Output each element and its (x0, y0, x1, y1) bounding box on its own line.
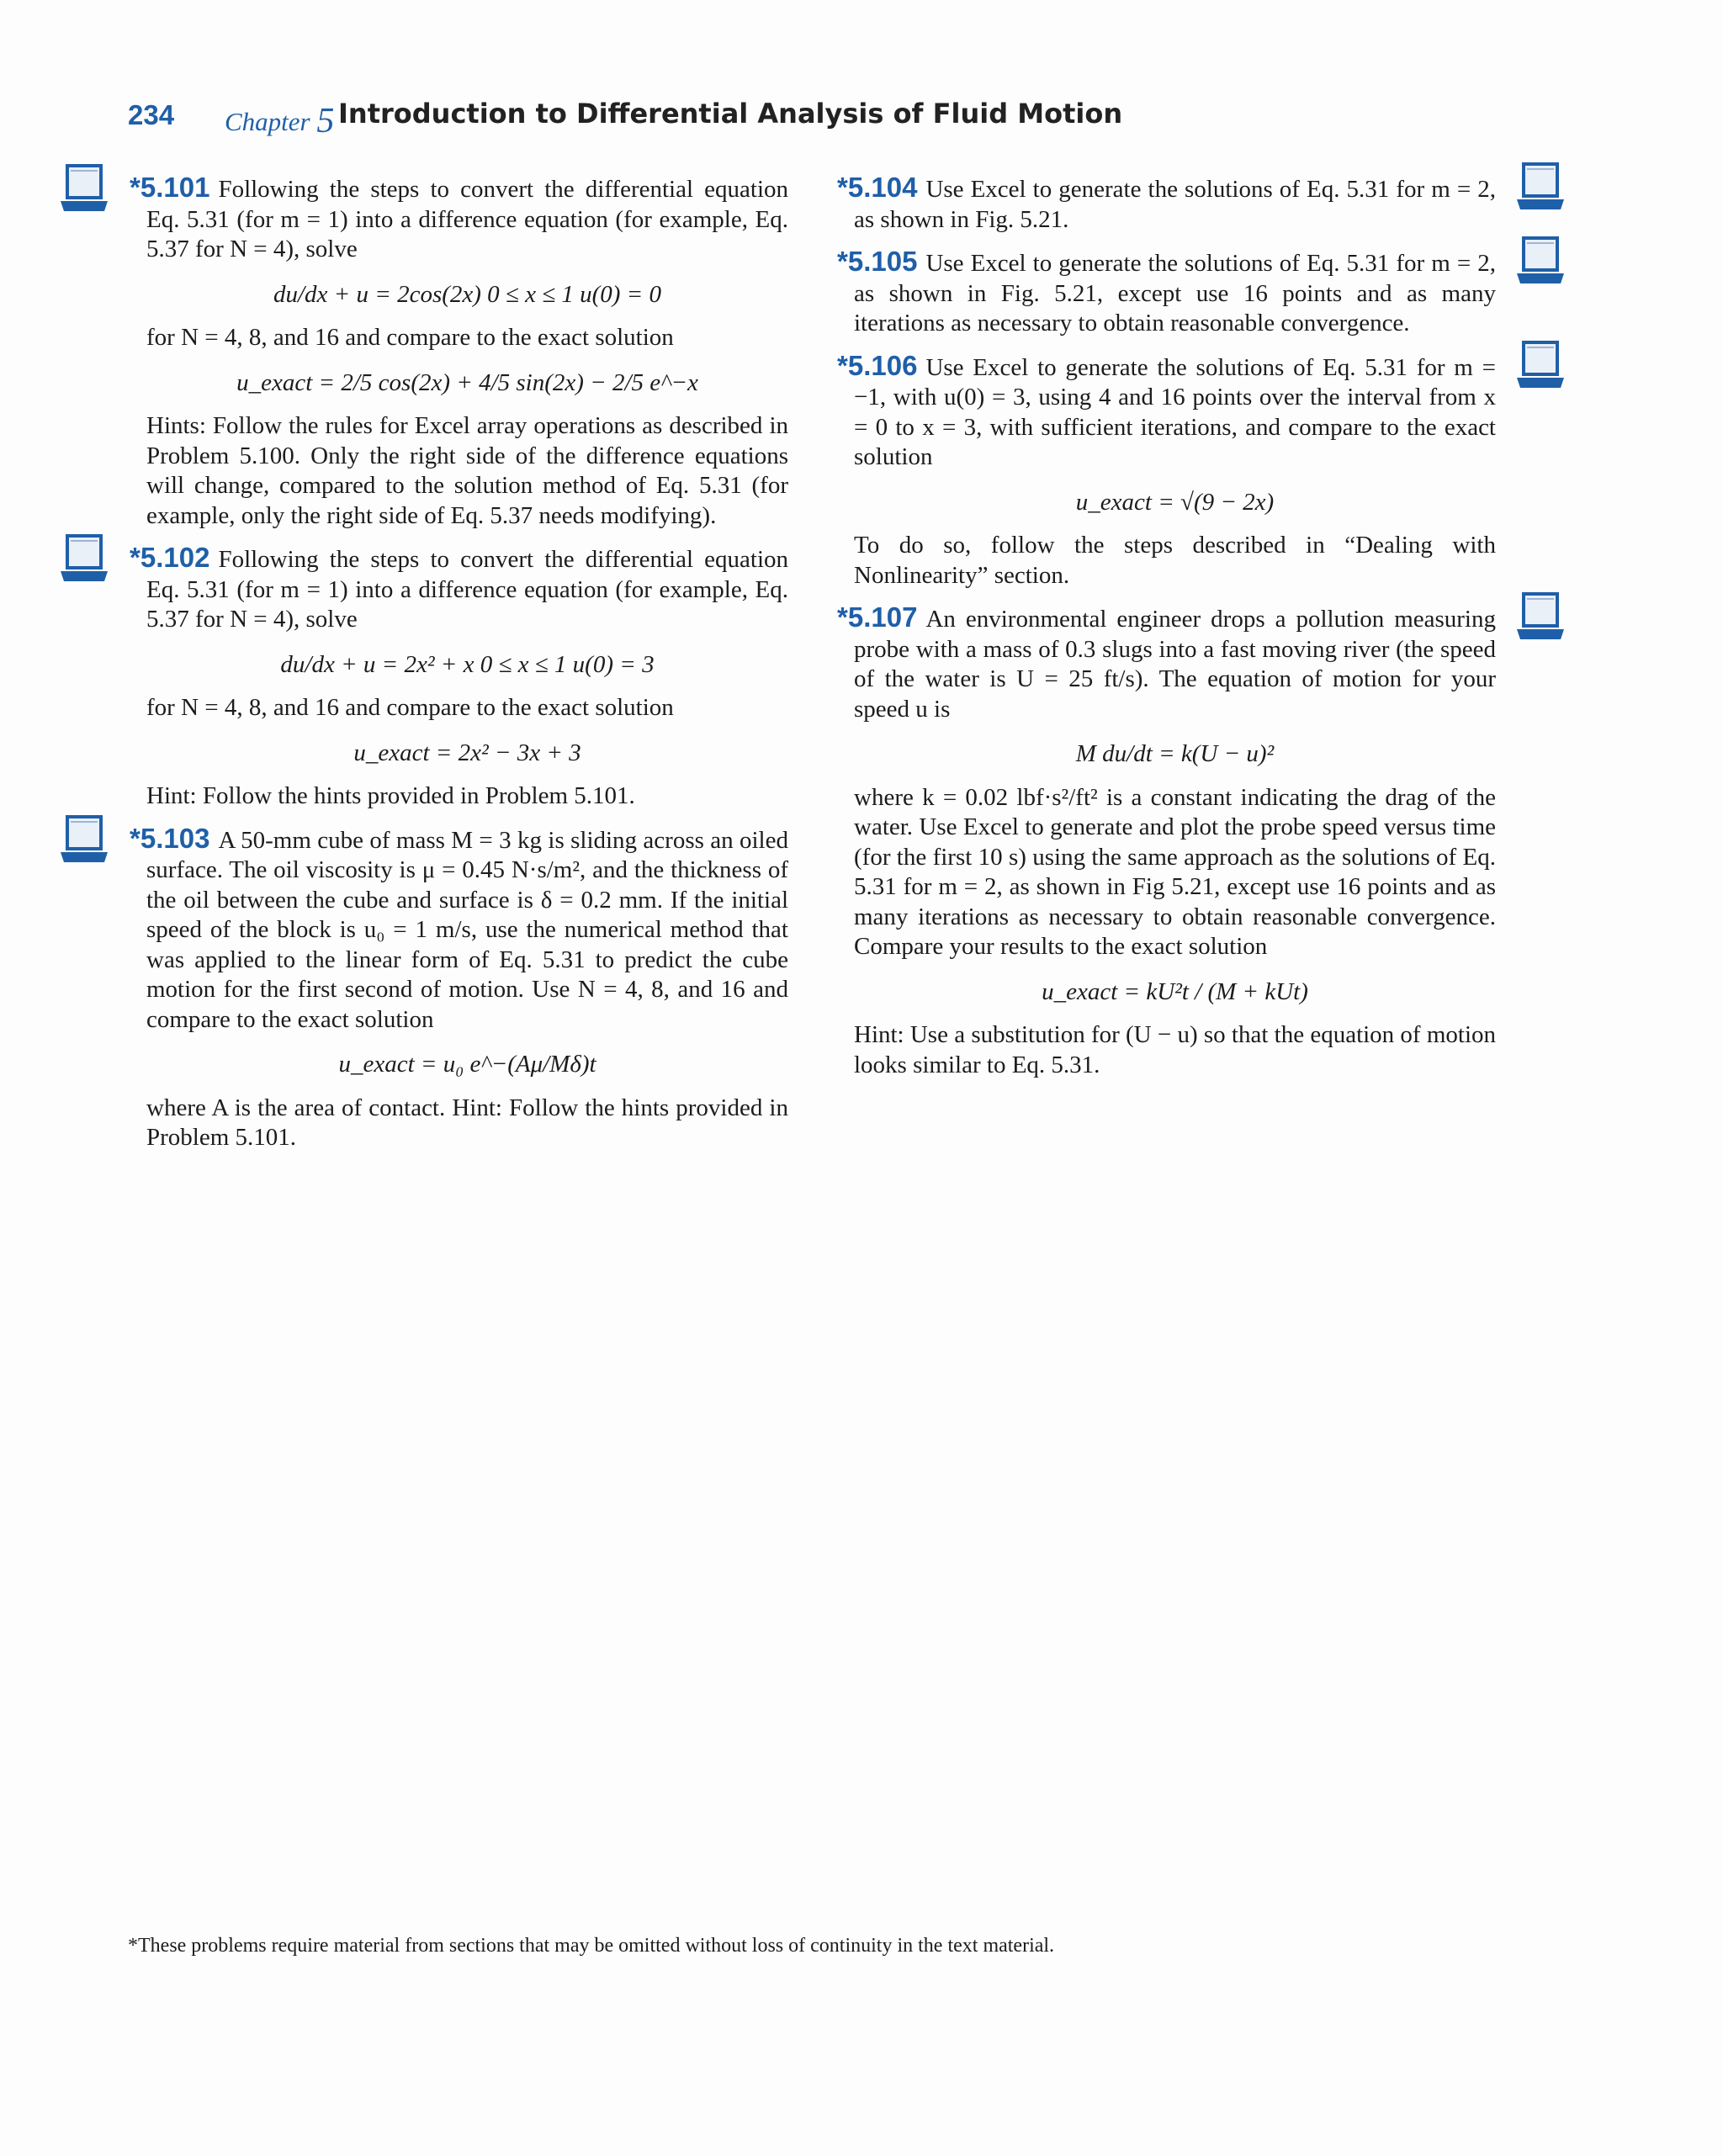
problem-text: Following the steps to convert the differential equation Eq. 5.31 (for m = 1) into a difference equation (for example, Eq. 5.37 for N = 4), solve (146, 176, 788, 262)
exact-solution: u_exact = kU²t / (M + kUt) (1042, 977, 1308, 1005)
problem-5-106 (837, 349, 1496, 591)
laptop-icon (1515, 162, 1566, 215)
page-number: 234 (128, 99, 175, 130)
problem-5-103 (130, 822, 788, 1153)
exact-solution: u_exact = √(9 − 2x) (1075, 488, 1275, 516)
problem-number: *5.106 (837, 349, 918, 381)
laptop-icon (1515, 236, 1566, 289)
problem-5-104 (837, 172, 1496, 235)
problem-number: *5.102 (130, 542, 210, 573)
problem-5-102 (130, 542, 788, 812)
problem-text: for N = 4, 8, and 16 and compare to the exact solution (146, 694, 674, 721)
chapter-title: Introduction to Differential Analysis of Fluid Motion (338, 98, 1123, 130)
equation: du/dx + u = 2x² + x 0 ≤ x ≤ 1 u(0) = 3 (280, 650, 655, 678)
problem-text: To do so, follow the steps described in “Dealing with Nonlinearity” section. (854, 532, 1496, 589)
problem-number: *5.103 (130, 822, 210, 854)
problem-text: for N = 4, 8, and 16 and compare to the exact solution (146, 324, 674, 351)
hints-text: Hints: Follow the rules for Excel array operations as described in Problem 5.100. Only the right side of the difference equations will change, compared to the solution method of Eq. 5.31 (for example, only the right side of Eq. 5.37 needs modifying). (146, 412, 788, 529)
problem-5-102-intro (130, 542, 788, 635)
hint-text: Hint: Follow the hints provided in Problem 5.101. (146, 782, 635, 809)
problem-number: *5.104 (837, 172, 918, 203)
laptop-icon (1515, 341, 1566, 393)
problem-text: Following the steps to convert the differential equation Eq. 5.31 (for m = 1) into a difference equation (for example, Eq. 5.37 for N = 4), solve (146, 546, 788, 633)
problem-5-105 (837, 246, 1496, 339)
problem-text: where k = 0.02 lbf·s²/ft² is a constant indicating the drag of the water. Use Excel to generate and plot the probe speed versus time (for the first 10 s) using the same approach as the solutions of Eq. 5.31 for m = 2, as shown in Fig 5.21, except use 16 points and as many iterations as necessary to obtain reasonable convergence. Compare your results to the exact solution (854, 783, 1496, 960)
chapter-word: Chapter (225, 107, 310, 136)
exact-solution: u_exact = u₀ e^−(Aμ/Mδ)t (338, 1051, 596, 1078)
laptop-icon (1515, 592, 1566, 644)
problem-number: *5.107 (837, 601, 918, 633)
laptop-icon (59, 534, 109, 586)
chapter-label (225, 99, 334, 140)
problem-5-103-intro (130, 822, 788, 1036)
laptop-icon (59, 164, 109, 216)
problem-number: *5.105 (837, 246, 918, 277)
problem-text: Use Excel to generate the solutions of Eq. 5.31 for m = 2, as shown in Fig. 5.21, except use 16 points and as many iterations as necessary to obtain reasonable convergence. (854, 250, 1496, 336)
laptop-icon (59, 815, 109, 867)
right-column (837, 172, 1497, 1080)
exact-solution: u_exact = 2/5 cos(2x) + 4/5 sin(2x) − 2/5 e^−x (236, 368, 698, 396)
problem-text: A 50-mm cube of mass M = 3 kg is sliding across an oiled surface. The oil viscosity is μ = 0.45 N·s/m², and the thickness of the oil between the cube and surface is δ = 0.2 mm. If the initial speed of the block is u₀ = 1 m/s, use the numerical method that was applied to the linear form of Eq. 5.31 to predict the cube motion for the first second of motion. Use N = 4, 8, and 16 and compare to the exact solution (146, 826, 788, 1033)
equation: M du/dt = k(U − u)² (1075, 740, 1275, 767)
left-column (130, 172, 788, 1153)
problem-5-107-intro (837, 601, 1496, 724)
hint-text: Hint: Use a substitution for (U − u) so that the equation of motion looks similar to Eq. 5.31. (854, 1021, 1497, 1078)
problem-5-101-intro (130, 172, 788, 265)
problem-text: Use Excel to generate the solutions of Eq. 5.31 for m = −1, with u(0) = 3, using 4 and 16 points over the interval from x = 0 to x = 3, with sufficient iterations, and compare to the exact solution (854, 353, 1496, 470)
problem-number: *5.101 (130, 172, 210, 203)
problem-5-107 (837, 601, 1497, 1080)
exact-solution: u_exact = 2x² − 3x + 3 (353, 739, 581, 766)
footnote: *These problems require material from sections that may be omitted without loss of continuity in the text material. (128, 1935, 1055, 1957)
problem-5-104-text (837, 172, 1496, 235)
equation: du/dx + u = 2cos(2x) 0 ≤ x ≤ 1 u(0) = 0 (273, 280, 661, 308)
problem-5-101 (130, 172, 788, 531)
problem-text: Use Excel to generate the solutions of Eq. 5.31 for m = 2, as shown in Fig. 5.21. (854, 176, 1496, 233)
chapter-number: 5 (316, 102, 335, 140)
problem-text: An environmental engineer drops a pollution measuring probe with a mass of 0.3 slugs into a fast moving river (the speed of the water is U = 25 ft/s). The equation of motion for your speed u is (854, 606, 1496, 723)
problem-5-106-text (837, 349, 1496, 473)
problem-text: where A is the area of contact. Hint: Follow the hints provided in Problem 5.101. (146, 1094, 788, 1151)
problem-5-105-text (837, 246, 1496, 339)
